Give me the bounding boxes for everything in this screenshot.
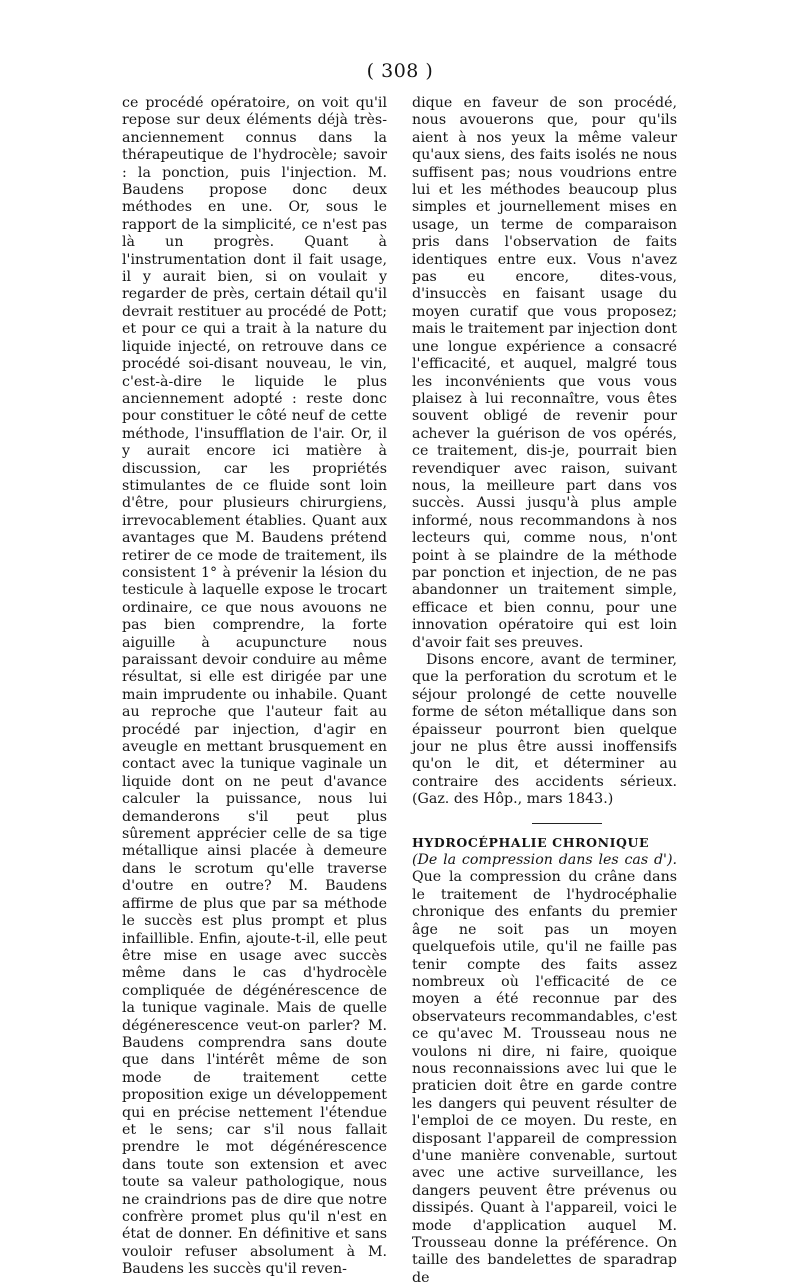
right-paragraph: dique en faveur de son procédé, nous avouerons que, pour qu'ils aient à nos yeux la même valeur qu'aux siens, des faits isolés ne nous suffisent pas; nous voudrions entre lui et les méthodes beaucoup plus simples et journellement mises en usage, un terme de comparaison pris dans l'observation de faits identiques entre eux. Vous n'avez pas eu encore, dites-vous, d'insuccès en faisant usage du moyen curatif que vous proposez; mais le traitement par injection dont une longue expérience a consacré l'efficacité, et auquel, malgré tous les inconvénients que vous vous plaisez à lui reconnaître, vous êtes souvent obligé de revenir pour achever la guérison de vos opérés, ce traitement, dis-je, pourrait bien revendiquer avec raison, suivant nous, la meilleure part dans vos succès. Aussi jusqu'à plus ample informé, nous recommandons à nos lecteurs qui, comme nous, n'ont point à se plaindre de la méthode par ponction et injection, de ne pas abandonner un traitement simple, efficace et bien connu, pour une innovation opératoire qui est loin d'avoir fait ses preuves. [412, 95, 677, 651]
section-subtitle: (De la compression dans les cas d'). [412, 852, 677, 869]
section-divider [532, 823, 602, 824]
page-number: ( 308 ) [366, 60, 434, 82]
right-paragraph-3: Que la compression du crâne dans le traitement de l'hydrocéphalie chronique des enfants du premier âge ne soit pas un moyen quelquefois utile, qu'il ne faille pas tenir compte des faits assez nombreux où l'efficacité de ce moyen a été reconnue par des observateurs recommandables, c'est ce qu'avec M. Trousseau nous ne voulons ni dire, ni faire, quoique nous reconnaissions avec lui que le praticien doit être en garde contre les dangers qui peuvent résulter de l'emploi de ce moyen. Du reste, en disposant l'appareil de compression d'une manière convenable, surtout avec une active surveillance, les dangers peuvent être prévenus ou dissipés. Quant à l'appareil, voici le mode d'application auquel M. Trousseau donne la préférence. On taille des bandelettes de sparadrap de [412, 869, 677, 1286]
left-paragraph: ce procédé opératoire, on voit qu'il repose sur deux éléments déjà très-anciennement connus dans la thérapeutique de l'hydrocèle; savoir : la ponction, puis l'injection. M. Baudens propose donc deux méthodes en une. Or, sous le rapport de la simplicité, ce n'est pas là un progrès. Quant à l'instrumentation dont il fait usage, il y aurait bien, si on voulait y regarder de près, certain détail qu'il devrait restituer au procédé de Pott; et pour ce qui a trait à la nature du liquide injecté, on retrouve dans ce procédé soi-disant nouveau, le vin, c'est-à-dire le liquide le plus anciennement adopté : reste donc pour constituer le côté neuf de cette méthode, l'insufflation de l'air. Or, il y aurait encore ici matière à discussion, car les propriétés stimulantes de ce fluide sont loin d'être, pour plusieurs chirurgiens, irrevocablement établies. Quant aux avantages que M. Baudens prétend retirer de ce mode de traitement, ils consistent 1° à prévenir la lésion du testicule à laquelle expose le trocart ordinaire, ce que nous avouons ne pas bien comprendre, la forte aiguille à acupuncture nous paraissant devoir conduire au même résultat, si elle est dirigée par une main imprudente ou inhabile. Quant au reproche que l'auteur fait au procédé par injection, d'agir en aveugle en mettant brusquement en contact avec la tunique vaginale un liquide dont on ne peut d'avance calculer la puissance, nous lui demanderons s'il peut plus sûrement apprécier celle de sa tige métallique ainsi placée à demeure dans le scrotum qu'elle traverse d'outre en outre? M. Baudens affirme de plus que par sa méthode le succès est plus prompt et plus infaillible. Enfin, ajoute-t-il, elle peut être mise en usage avec succès même dans le cas d'hydrocèle compliquée de dégénérescence de la tunique vaginale. Mais de quelle dégénerescence veut-on parler? M. Baudens comprendra sans doute que dans l'intérêt même de son mode de traitement cette proposition exige un développement qui en précise nettement l'étendue et le sens; car s'il nous fallait prendre le mot dégénérescence dans toute son extension et avec toute sa valeur pathologique, nous ne craindrions pas de dire que notre confrère promet plus qu'il n'est en état de donner. En définitive et sans vouloir refuser absolument à M. Baudens les succès qu'il reven- [122, 95, 387, 1278]
section-title: HYDROCÉPHALIE CHRONIQUE [412, 834, 650, 850]
right-column [412, 95, 677, 1287]
left-column [122, 95, 387, 1279]
right-paragraph-2: Disons encore, avant de terminer, que la perforation du scrotum et le séjour prolongé de cette nouvelle forme de séton métallique dans son épaisseur pourront bien quelque jour ne plus être aussi inoffensifs qu'on le dit, et déterminer au contraire des accidents sérieux. (Gaz. des Hôp., mars 1843.) [412, 652, 677, 808]
